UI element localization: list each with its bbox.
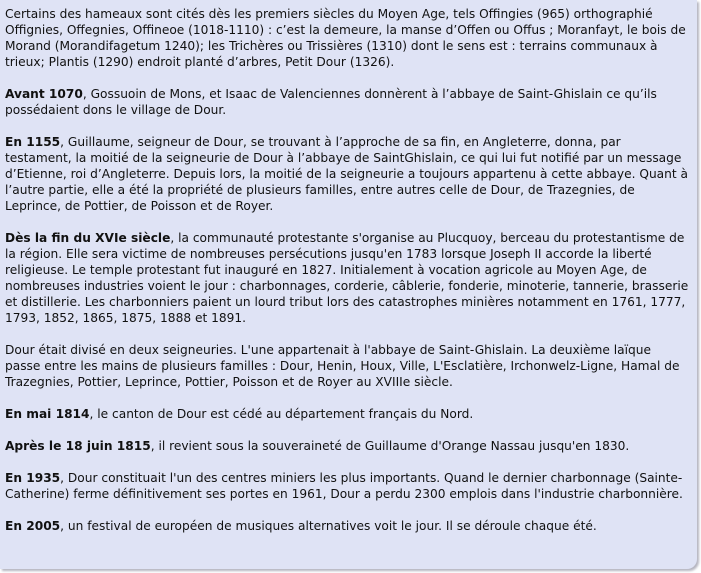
paragraph-text: , le canton de Dour est cédé au département français du Nord. bbox=[89, 407, 474, 421]
paragraph-text: , Gossuoin de Mons, et Isaac de Valenciennes donnèrent à l’abbaye de Saint-Ghislain ce qu’ils possédaient dons le village de Dour. bbox=[5, 87, 657, 117]
paragraph-text: , la communauté protestante s'organise au Plucquoy, berceau du protestantisme de la région. Elle sera victime de nombreuses persécutions jusqu'en 1783 lorsque Joseph II accorde la liberté religieuse. Le temple protestant fut inauguré en 1827. Initialement à vocation agricole au Moyen Age, de nombreuses industries voient le jour : charbonnages, corderie, câblerie, fonderie, minoterie, tannerie, brasserie et distillerie. Les charbonniers paient un lourd tribut lors des catastrophes minières notamment en 1761, 1777, 1793, 1852, 1865, 1875, 1888 et 1891. bbox=[5, 231, 689, 325]
paragraph-1155 bbox=[5, 134, 689, 214]
paragraph-1935 bbox=[5, 470, 689, 502]
paragraph-lead: En 1155 bbox=[5, 135, 61, 149]
paragraph-may-1814 bbox=[5, 406, 689, 422]
paragraph-2005 bbox=[5, 518, 689, 534]
paragraph-hamlets bbox=[5, 6, 689, 70]
paragraph-before-1070 bbox=[5, 86, 689, 118]
paragraph-text: , Dour constituait l'un des centres miniers les plus importants. Quand le dernier charbonnage (Sainte-Catherine) ferme définitivement ses portes en 1961, Dour a perdu 2300 emplois dans l'industrie charbonnière. bbox=[5, 471, 683, 501]
paragraph-lead: Après le 18 juin 1815 bbox=[5, 439, 151, 453]
paragraph-text: , un festival de européen de musiques alternatives voit le jour. Il se déroule chaque été. bbox=[60, 519, 597, 533]
paragraph-lead: En 2005 bbox=[5, 519, 61, 533]
paragraph-lead: Dès la fin du XVIe siècle bbox=[5, 231, 171, 245]
paragraph-lead: En 1935 bbox=[5, 471, 61, 485]
paragraph-text: , il revient sous la souveraineté de Guillaume d'Orange Nassau jusqu'en 1830. bbox=[150, 439, 630, 453]
paragraph-lead: Avant 1070 bbox=[5, 87, 83, 101]
paragraph-16th-century bbox=[5, 230, 689, 326]
paragraph-text: Dour était divisé en deux seigneuries. L'une appartenait à l'abbaye de Saint-Ghislain. La deuxième laïque passe entre les mains de plusieurs familles : Dour, Henin, Houx, Ville, L'Esclatière, Irchonwelz-Ligne, Hamal de Trazegnies, Pottier, Leprince, Pottier, Poisson et de Royer au XVIIIe siècle. bbox=[5, 343, 680, 389]
paragraph-june-1815 bbox=[5, 438, 689, 454]
paragraph-text: , Guillaume, seigneur de Dour, se trouvant à l’approche de sa fin, en Angleterre, donna, par testament, la moitié de la seigneurie de Dour à l’abbaye de SaintGhislain, ce qui lui fut notifié par un message d’Etienne, roi d’Angleterre. Depuis lors, la moitié de la seigneurie a toujours appartenu à cette abbaye. Quant à l’autre partie, elle a été la propriété de plusieurs familles, entre autres celle de Dour, de Trazegnies, de Leprince, de Pottier, de Poisson et de Royer. bbox=[5, 135, 688, 213]
paragraph-text: Certains des hameaux sont cités dès les premiers siècles du Moyen Age, tels Offingies (965) orthographié Offignies, Offegnies, Offineoe (1018-1110) : c’est la demeure, la manse d’Offen ou Offus ; Moranfayt, le bois de Morand (Morandifagetum 1240); les Trichères ou Trissières (1310) dont le sens est : terrains communaux à trieux; Plantis (1290) endroit planté d’arbres, Petit Dour (1326). bbox=[5, 7, 686, 69]
paragraph-seigneuries bbox=[5, 342, 689, 390]
paragraph-lead: En mai 1814 bbox=[5, 407, 90, 421]
